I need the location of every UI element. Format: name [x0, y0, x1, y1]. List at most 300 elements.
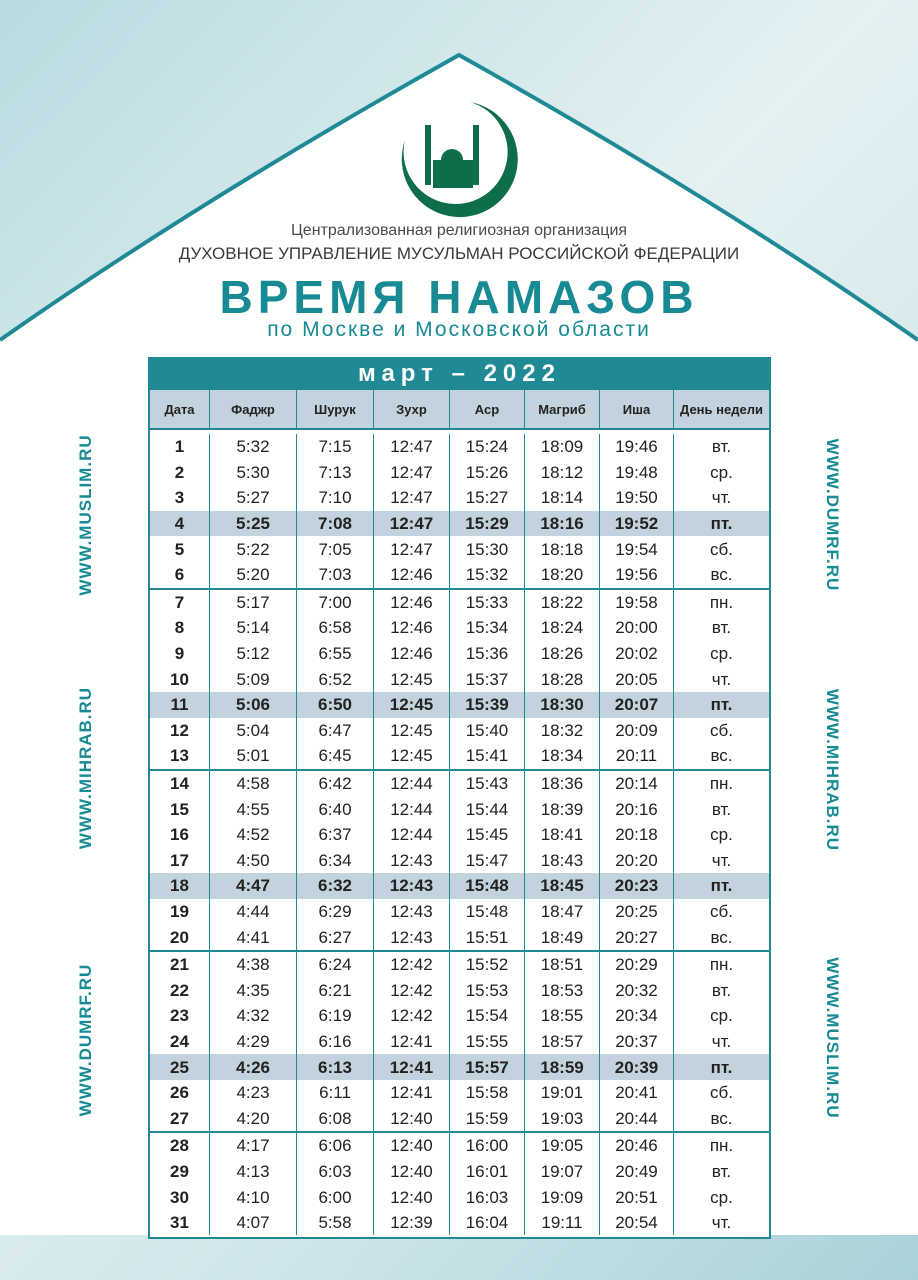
- table-row: [150, 562, 769, 588]
- table-cell: 14: [150, 771, 210, 797]
- table-cell: 19:58: [600, 590, 674, 616]
- table-cell: 4:32: [210, 1003, 297, 1029]
- column-header: День недели: [680, 401, 763, 417]
- table-cell: 5:04: [210, 718, 297, 744]
- table-cell: 9: [150, 641, 210, 667]
- table-cell: 20:46: [600, 1133, 674, 1159]
- table-cell: 15:54: [450, 1003, 525, 1029]
- table-cell: 15:32: [450, 562, 525, 588]
- table-cell: 31: [150, 1210, 210, 1236]
- table-cell: 6:27: [297, 924, 374, 950]
- table-cell: 4:55: [210, 796, 297, 822]
- table-cell: 19:48: [600, 460, 674, 486]
- table-cell: вс.: [710, 565, 733, 585]
- table-row: [150, 1184, 769, 1210]
- table-cell: 20:37: [600, 1029, 674, 1055]
- table-cell: 4:38: [210, 952, 297, 978]
- table-cell: 17: [150, 848, 210, 874]
- table-row: [150, 641, 769, 667]
- table-cell: 27: [150, 1105, 210, 1131]
- table-cell: 18:16: [525, 511, 600, 537]
- table-cell: 4:26: [210, 1054, 297, 1080]
- table-cell: 12:43: [374, 873, 450, 899]
- table-cell: 15:39: [450, 692, 525, 718]
- table-cell: 4:17: [210, 1133, 297, 1159]
- table-cell: 5:09: [210, 666, 297, 692]
- table-cell: 5:27: [210, 485, 297, 511]
- table-cell: ср.: [710, 644, 733, 664]
- table-cell: пн.: [709, 955, 734, 975]
- table-cell: 7:13: [297, 460, 374, 486]
- table-cell: 12:39: [374, 1210, 450, 1236]
- table-cell: 16: [150, 822, 210, 848]
- table-cell: 5:30: [210, 460, 297, 486]
- table-row: [150, 977, 769, 1003]
- table-cell: 18:34: [525, 743, 600, 769]
- table-cell: пт.: [710, 876, 733, 896]
- table-cell: 15:58: [450, 1080, 525, 1106]
- table-cell: 12:44: [374, 796, 450, 822]
- table-cell: 18:59: [525, 1054, 600, 1080]
- table-cell: 15:43: [450, 771, 525, 797]
- table-row: [150, 1080, 769, 1106]
- table-cell: 4:10: [210, 1184, 297, 1210]
- table-cell: 19:09: [525, 1184, 600, 1210]
- table-cell: 7:10: [297, 485, 374, 511]
- prayer-times-table: [148, 357, 771, 1239]
- table-cell: 4:07: [210, 1210, 297, 1236]
- side-url-link[interactable]: WWW.MUSLIM.RU: [76, 434, 95, 596]
- table-cell: вт.: [711, 1161, 732, 1181]
- table-cell: 12:40: [374, 1105, 450, 1131]
- table-cell: 5:17: [210, 590, 297, 616]
- table-row: [150, 666, 769, 692]
- table-cell: 4:44: [210, 899, 297, 925]
- table-row: [150, 822, 769, 848]
- table-cell: 20:16: [600, 796, 674, 822]
- table-cell: чт.: [711, 1213, 732, 1233]
- table-cell: 16:03: [450, 1184, 525, 1210]
- table-cell: 7:03: [297, 562, 374, 588]
- page-subtitle: по Москве и Московской области: [267, 318, 651, 341]
- org-line-1: Централизованная религиозная организация: [290, 222, 628, 239]
- table-cell: 29: [150, 1159, 210, 1185]
- table-cell: 8: [150, 615, 210, 641]
- table-cell: 18:32: [525, 718, 600, 744]
- table-cell: 12:43: [374, 848, 450, 874]
- table-cell: 5:06: [210, 692, 297, 718]
- table-cell: 6:37: [297, 822, 374, 848]
- table-cell: 5:20: [210, 562, 297, 588]
- table-cell: 20:27: [600, 924, 674, 950]
- table-cell: 6:08: [297, 1105, 374, 1131]
- table-cell: 6:52: [297, 666, 374, 692]
- table-cell: 5:32: [210, 434, 297, 460]
- table-cell: 15:48: [450, 899, 525, 925]
- table-cell: 6:55: [297, 641, 374, 667]
- table-cell: 15:36: [450, 641, 525, 667]
- table-cell: 7:08: [297, 511, 374, 537]
- table-cell: 15:47: [450, 848, 525, 874]
- table-row: [150, 848, 769, 874]
- table-cell: 20:39: [600, 1054, 674, 1080]
- table-cell: 19:50: [600, 485, 674, 511]
- table-cell: 6:19: [297, 1003, 374, 1029]
- table-cell: 6:32: [297, 873, 374, 899]
- table-cell: 12:41: [374, 1054, 450, 1080]
- table-cell: сб.: [710, 539, 733, 559]
- table-cell: 5:12: [210, 641, 297, 667]
- table-cell: 12:45: [374, 743, 450, 769]
- table-row: [150, 460, 769, 486]
- table-cell: 26: [150, 1080, 210, 1106]
- table-cell: 4:50: [210, 848, 297, 874]
- table-cell: ср.: [710, 1187, 733, 1207]
- table-cell: 18:47: [525, 899, 600, 925]
- table-cell: 19:11: [525, 1210, 600, 1236]
- table-cell: 4:58: [210, 771, 297, 797]
- table-cell: 4: [150, 511, 210, 537]
- table-cell: 12:42: [374, 1003, 450, 1029]
- table-cell: 18:57: [525, 1029, 600, 1055]
- table-cell: 19:05: [525, 1133, 600, 1159]
- table-cell: 15:41: [450, 743, 525, 769]
- table-cell: 21: [150, 952, 210, 978]
- table-row: [150, 1105, 769, 1131]
- table-cell: 18:26: [525, 641, 600, 667]
- column-header: Шурук: [297, 390, 374, 428]
- table-row: [150, 1003, 769, 1029]
- table-cell: 12:47: [374, 460, 450, 486]
- table-cell: 20:14: [600, 771, 674, 797]
- table-cell: 1: [150, 434, 210, 460]
- table-cell: 15:26: [450, 460, 525, 486]
- table-cell: 6:16: [297, 1029, 374, 1055]
- side-url-link[interactable]: WWW.MIHRAB.RU: [823, 688, 842, 852]
- table-cell: 12:44: [374, 771, 450, 797]
- table-cell: 6:21: [297, 977, 374, 1003]
- table-body: [148, 430, 771, 1239]
- table-row: [150, 718, 769, 744]
- table-row: [150, 1131, 769, 1159]
- table-row: [150, 899, 769, 925]
- table-cell: 24: [150, 1029, 210, 1055]
- table-cell: 3: [150, 485, 210, 511]
- table-cell: сб.: [710, 901, 733, 921]
- table-cell: 19:07: [525, 1159, 600, 1185]
- table-cell: 18:49: [525, 924, 600, 950]
- table-cell: чт.: [711, 850, 732, 870]
- table-cell: вт.: [711, 437, 732, 457]
- table-cell: 20:11: [600, 743, 674, 769]
- table-cell: пн.: [709, 774, 734, 794]
- table-row: [150, 434, 769, 460]
- table-cell: 15:40: [450, 718, 525, 744]
- table-cell: 12:45: [374, 692, 450, 718]
- table-cell: 18:53: [525, 977, 600, 1003]
- table-cell: пн.: [709, 1136, 734, 1156]
- table-cell: 18:45: [525, 873, 600, 899]
- table-cell: 12: [150, 718, 210, 744]
- table-cell: 7:05: [297, 536, 374, 562]
- table-cell: 16:04: [450, 1210, 525, 1236]
- table-cell: 19:56: [600, 562, 674, 588]
- table-cell: 20:54: [600, 1210, 674, 1236]
- table-cell: 19:52: [600, 511, 674, 537]
- column-header: Дата: [150, 390, 210, 428]
- table-cell: пн.: [709, 592, 734, 612]
- table-cell: ср.: [710, 825, 733, 845]
- table-cell: 20:44: [600, 1105, 674, 1131]
- table-cell: 12:47: [374, 434, 450, 460]
- table-cell: 19: [150, 899, 210, 925]
- table-cell: 12:40: [374, 1133, 450, 1159]
- table-cell: 20:18: [600, 822, 674, 848]
- table-cell: 12:43: [374, 924, 450, 950]
- table-cell: 18:43: [525, 848, 600, 874]
- table-cell: 12:42: [374, 952, 450, 978]
- table-cell: 4:13: [210, 1159, 297, 1185]
- table-row: [150, 1054, 769, 1080]
- side-url-link[interactable]: WWW.DUMRF.RU: [823, 438, 842, 592]
- table-cell: 13: [150, 743, 210, 769]
- side-url-link[interactable]: WWW.DUMRF.RU: [76, 963, 95, 1117]
- table-cell: 25: [150, 1054, 210, 1080]
- table-cell: 15:55: [450, 1029, 525, 1055]
- table-cell: 20:05: [600, 666, 674, 692]
- table-row: [150, 536, 769, 562]
- column-header: Магриб: [525, 390, 600, 428]
- table-cell: 15:51: [450, 924, 525, 950]
- table-cell: 15:52: [450, 952, 525, 978]
- table-row: [150, 1210, 769, 1236]
- table-cell: 15:24: [450, 434, 525, 460]
- table-row: [150, 796, 769, 822]
- table-cell: пт.: [710, 695, 733, 715]
- table-cell: 6:00: [297, 1184, 374, 1210]
- table-row: [150, 769, 769, 797]
- table-cell: 18:55: [525, 1003, 600, 1029]
- column-header: Зухр: [374, 390, 450, 428]
- table-cell: 18:22: [525, 590, 600, 616]
- table-cell: 20:49: [600, 1159, 674, 1185]
- table-cell: 12:42: [374, 977, 450, 1003]
- table-cell: 19:54: [600, 536, 674, 562]
- table-row: [150, 743, 769, 769]
- table-cell: 18:28: [525, 666, 600, 692]
- table-cell: 18:20: [525, 562, 600, 588]
- table-cell: 20:29: [600, 952, 674, 978]
- table-cell: 19:03: [525, 1105, 600, 1131]
- table-cell: 6:58: [297, 615, 374, 641]
- table-cell: чт.: [711, 669, 732, 689]
- table-cell: 7:00: [297, 590, 374, 616]
- table-cell: 20:23: [600, 873, 674, 899]
- table-cell: 18:14: [525, 485, 600, 511]
- table-cell: 6:47: [297, 718, 374, 744]
- table-cell: 28: [150, 1133, 210, 1159]
- table-cell: 19:01: [525, 1080, 600, 1106]
- table-cell: 4:35: [210, 977, 297, 1003]
- table-header: [148, 390, 771, 430]
- table-cell: 12:41: [374, 1080, 450, 1106]
- table-cell: 15:27: [450, 485, 525, 511]
- table-cell: 6:45: [297, 743, 374, 769]
- table-cell: пт.: [710, 1057, 733, 1077]
- table-cell: сб.: [710, 1083, 733, 1103]
- table-cell: 20:51: [600, 1184, 674, 1210]
- table-cell: 20:32: [600, 977, 674, 1003]
- table-cell: 12:47: [374, 536, 450, 562]
- table-cell: ср.: [710, 462, 733, 482]
- table-cell: пт.: [710, 514, 733, 534]
- table-cell: 20:02: [600, 641, 674, 667]
- table-cell: 30: [150, 1184, 210, 1210]
- table-cell: 15:29: [450, 511, 525, 537]
- table-cell: 15:44: [450, 796, 525, 822]
- table-cell: 23: [150, 1003, 210, 1029]
- table-cell: 18:18: [525, 536, 600, 562]
- table-cell: 5: [150, 536, 210, 562]
- table-cell: 15:33: [450, 590, 525, 616]
- table-cell: 5:58: [297, 1210, 374, 1236]
- table-cell: вт.: [711, 980, 732, 1000]
- side-url-link[interactable]: WWW.MUSLIM.RU: [823, 957, 842, 1119]
- table-row: [150, 1029, 769, 1055]
- table-row: [150, 1159, 769, 1185]
- table-cell: ср.: [710, 1006, 733, 1026]
- column-header: Фаджр: [210, 390, 297, 428]
- table-cell: 6:50: [297, 692, 374, 718]
- table-cell: 4:41: [210, 924, 297, 950]
- table-cell: вс.: [710, 1108, 733, 1128]
- table-cell: 6:06: [297, 1133, 374, 1159]
- table-cell: вс.: [710, 746, 733, 766]
- table-cell: 6:40: [297, 796, 374, 822]
- table-cell: 10: [150, 666, 210, 692]
- table-cell: сб.: [710, 720, 733, 740]
- table-cell: 12:45: [374, 666, 450, 692]
- table-cell: 4:47: [210, 873, 297, 899]
- table-row: [150, 588, 769, 616]
- table-cell: 4:20: [210, 1105, 297, 1131]
- table-cell: 16:00: [450, 1133, 525, 1159]
- table-cell: 5:14: [210, 615, 297, 641]
- table-cell: 18:39: [525, 796, 600, 822]
- table-cell: вт.: [711, 618, 732, 638]
- table-cell: 20:41: [600, 1080, 674, 1106]
- table-cell: 20:20: [600, 848, 674, 874]
- table-cell: 12:46: [374, 615, 450, 641]
- table-cell: 15:48: [450, 873, 525, 899]
- side-url-link[interactable]: WWW.MIHRAB.RU: [76, 686, 95, 850]
- table-cell: 20:34: [600, 1003, 674, 1029]
- column-header: Иша: [600, 390, 674, 428]
- table-cell: 15:45: [450, 822, 525, 848]
- table-cell: 6: [150, 562, 210, 588]
- table-cell: чт.: [711, 488, 732, 508]
- table-cell: 18:51: [525, 952, 600, 978]
- table-cell: 15:57: [450, 1054, 525, 1080]
- table-cell: 18:30: [525, 692, 600, 718]
- table-cell: 5:25: [210, 511, 297, 537]
- table-cell: 6:03: [297, 1159, 374, 1185]
- table-cell: 6:24: [297, 952, 374, 978]
- table-row: [150, 615, 769, 641]
- table-cell: 20:00: [600, 615, 674, 641]
- table-cell: 12:46: [374, 590, 450, 616]
- table-cell: 18:12: [525, 460, 600, 486]
- table-row: [150, 485, 769, 511]
- table-cell: 5:01: [210, 743, 297, 769]
- table-cell: 16:01: [450, 1159, 525, 1185]
- table-cell: 6:13: [297, 1054, 374, 1080]
- table-cell: 18:09: [525, 434, 600, 460]
- table-cell: 18: [150, 873, 210, 899]
- org-line-2: ДУХОВНОЕ УПРАВЛЕНИЕ МУСУЛЬМАН РОССИЙСКОЙ ФЕДЕРАЦИИ: [178, 244, 740, 263]
- table-row: [150, 924, 769, 950]
- table-cell: 15:34: [450, 615, 525, 641]
- table-cell: 5:22: [210, 536, 297, 562]
- table-cell: 19:46: [600, 434, 674, 460]
- table-row: [150, 950, 769, 978]
- table-cell: 12:46: [374, 641, 450, 667]
- table-cell: 6:34: [297, 848, 374, 874]
- table-cell: 11: [150, 692, 210, 718]
- table-cell: 12:40: [374, 1184, 450, 1210]
- table-cell: 2: [150, 460, 210, 486]
- table-cell: 6:11: [297, 1080, 374, 1106]
- table-cell: 22: [150, 977, 210, 1003]
- table-cell: 12:41: [374, 1029, 450, 1055]
- table-cell: чт.: [711, 1031, 732, 1051]
- table-cell: 12:47: [374, 485, 450, 511]
- table-cell: 12:47: [374, 511, 450, 537]
- table-cell: 18:24: [525, 615, 600, 641]
- table-cell: 4:29: [210, 1029, 297, 1055]
- table-cell: 20:07: [600, 692, 674, 718]
- table-cell: 18:41: [525, 822, 600, 848]
- table-cell: 4:23: [210, 1080, 297, 1106]
- page-title: ВРЕМЯ НАМАЗОВ: [219, 271, 699, 323]
- table-row: [150, 511, 769, 537]
- table-cell: 20:25: [600, 899, 674, 925]
- table-cell: 12:45: [374, 718, 450, 744]
- table-cell: 12:40: [374, 1159, 450, 1185]
- table-cell: 15: [150, 796, 210, 822]
- table-cell: 15:37: [450, 666, 525, 692]
- table-cell: 4:52: [210, 822, 297, 848]
- table-cell: 15:59: [450, 1105, 525, 1131]
- table-cell: 7:15: [297, 434, 374, 460]
- month-banner: март – 2022: [148, 357, 771, 390]
- table-row: [150, 873, 769, 899]
- table-cell: 15:53: [450, 977, 525, 1003]
- table-cell: 20:09: [600, 718, 674, 744]
- table-cell: вс.: [710, 927, 733, 947]
- column-header: Аср: [450, 390, 525, 428]
- table-cell: 18:36: [525, 771, 600, 797]
- table-cell: 6:42: [297, 771, 374, 797]
- table-row: [150, 692, 769, 718]
- table-cell: вт.: [711, 799, 732, 819]
- table-cell: 12:46: [374, 562, 450, 588]
- table-cell: 12:44: [374, 822, 450, 848]
- table-cell: 12:43: [374, 899, 450, 925]
- table-cell: 20: [150, 924, 210, 950]
- table-cell: 15:30: [450, 536, 525, 562]
- table-cell: 7: [150, 590, 210, 616]
